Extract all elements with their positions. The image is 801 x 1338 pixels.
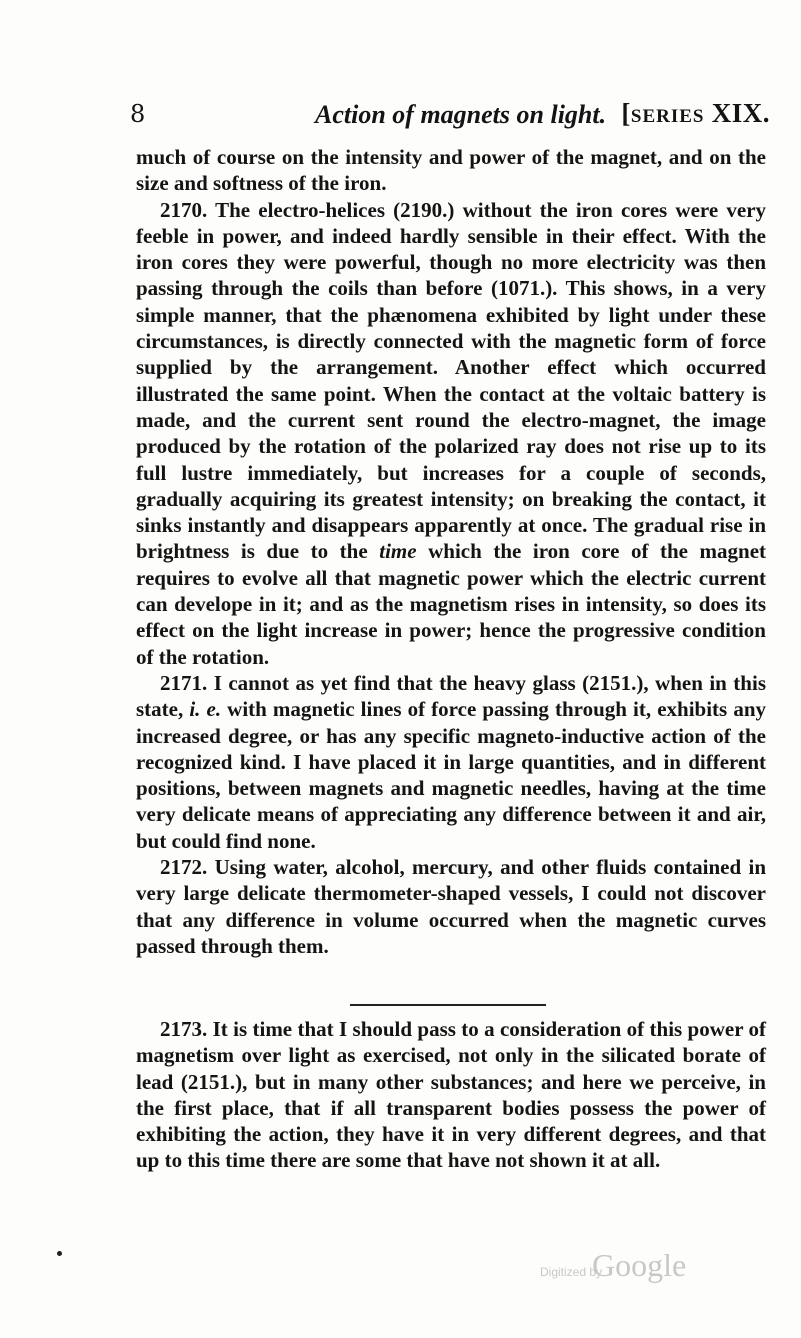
paragraph-text: I cannot as yet find that the heavy glass (2151.), when in this state, [136, 670, 766, 722]
paragraph-2172 [136, 854, 766, 959]
series-numeral: XIX. [711, 98, 770, 128]
series-bracket: [ [621, 98, 631, 128]
running-title: Action of magnets on light. [315, 100, 607, 129]
body-text-top [136, 144, 766, 959]
page-header [130, 96, 770, 130]
digitized-watermark [540, 1245, 700, 1285]
body-text-bottom [136, 1016, 766, 1174]
margin-dot [57, 1251, 62, 1256]
paragraph-2170 [136, 197, 766, 670]
paragraph-number: 2170. [160, 197, 208, 222]
paragraph-text-continued: with magnetic lines of force passing through it, exhibits any increased degree, or has any specific magneto-inductive action of the recognized kind. I have placed it in large quantities, and in different positions, between magnets and magnetic needles, having at the time very delicate means of appreciating any difference between it and air, but could find none. [136, 697, 766, 853]
section-divider [350, 1004, 546, 1006]
paragraph-number: 2172. [160, 855, 208, 880]
paragraph-number: 2171. [160, 670, 208, 695]
paragraph-number: 2173. [160, 1017, 208, 1041]
paragraph-text: The electro-helices (2190.) without the iron cores were very feeble in power, and indeed hardly sensible in their effect. With the iron cores they were powerful, though no more electricity was then passing through the coils than before (1071.). This shows, in a very simple manner, that the phænomena exhibited by light under these circumstances, is directly connected with the magnetic form of force supplied by the arrangement. Another effect which occurred illustrated the same point. When the contact at the voltaic battery is made, and the current sent round the electro-magnet, the image produced by the rotation of the polarized ray does not rise up to its full lustre immediately, but increases for a couple of seconds, gradually acquiring its greatest intensity; on breaking the contact, it sinks instantly and disappears apparently at once. The gradual rise in brightness is due to the [136, 197, 767, 564]
series-label [621, 98, 770, 129]
watermark-prefix: Digitized by [540, 1265, 603, 1279]
paragraph-text-continued: which the iron core of the magnet requires to evolve all that magnetic power which the electric current can develope in it; and as the magnetism rises in intensity, so does its effect on the light increase in power; hence the progressive condition of the rotation. [136, 539, 767, 669]
paragraph-2171 [136, 670, 766, 854]
emphasis-text: time [379, 539, 417, 564]
paragraph-text: much of course on the intensity and power of the magnet, and on the size and softness of the iron. [136, 145, 766, 196]
paragraph-text: It is time that I should pass to a consideration of this power of magnetism over light as exercised, not only in the silicated borate of lead (2151.), but in many other substances; and here we perceive, in the first place, that if all transparent bodies possess the power of exhibiting the action, they have it in very different degrees, and that up to this time there are some that have not shown it at all. [136, 1017, 766, 1173]
series-word: SERIES [630, 106, 705, 127]
paragraph-continuation [136, 144, 766, 197]
emphasis-text: i. e. [189, 697, 222, 722]
paragraph-text: Using water, alcohol, mercury, and other fluids contained in very large delicate thermometer-shaped vessels, I could not discover that any difference in volume occurred when the magnetic curves passed through them. [136, 855, 766, 958]
watermark-brand: Google [592, 1247, 687, 1283]
page-number: 8 [130, 100, 146, 128]
paragraph-2173 [136, 1016, 766, 1174]
